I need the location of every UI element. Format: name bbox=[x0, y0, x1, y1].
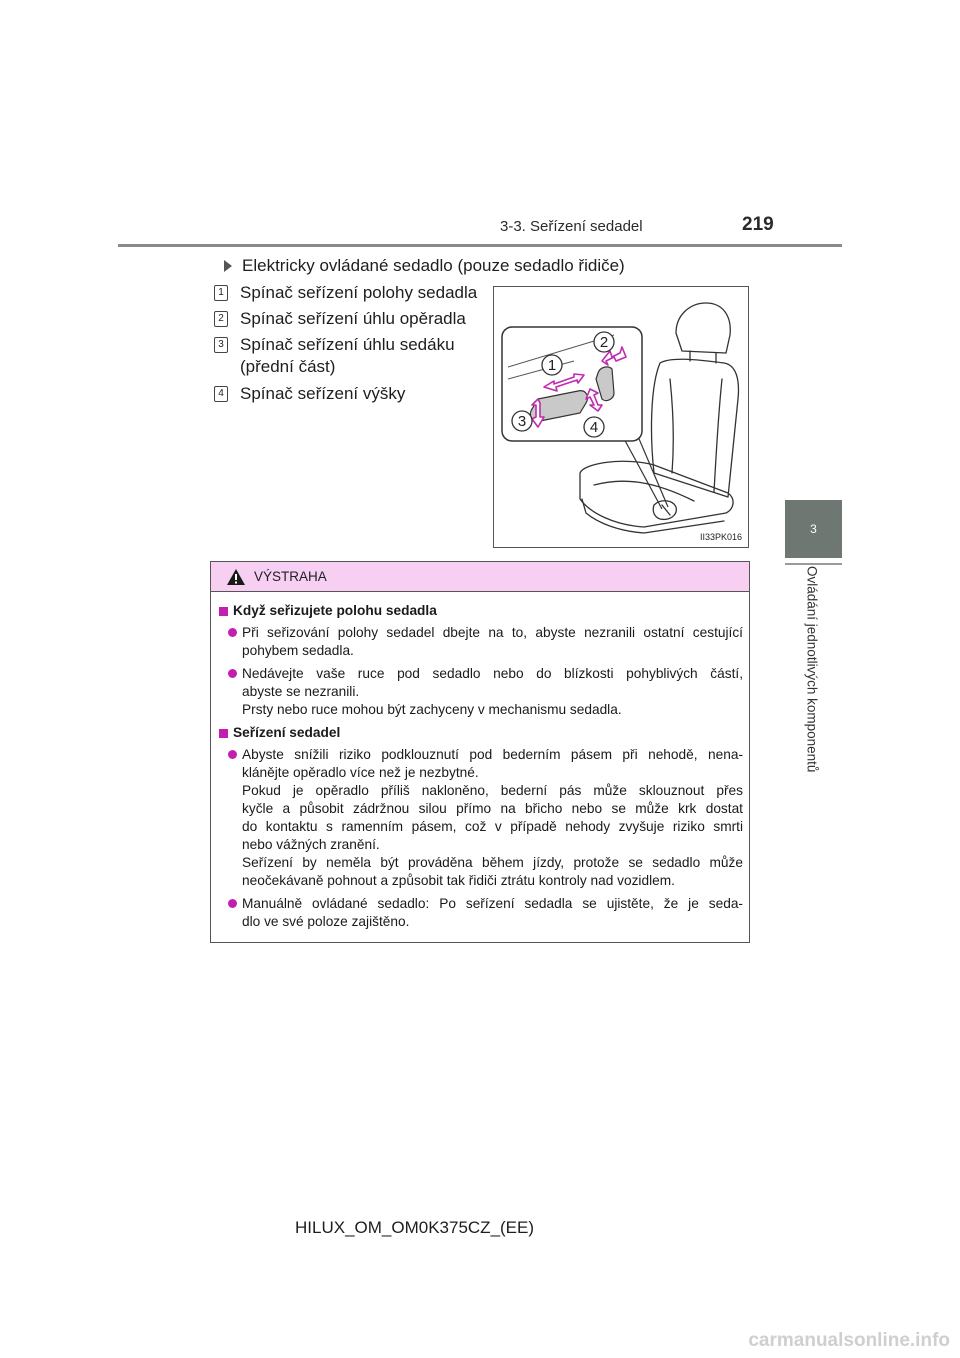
footer-model-code: HILUX_OM_OM0K375CZ_(EE) bbox=[295, 1218, 535, 1237]
warning-body bbox=[219, 602, 743, 936]
watermark: carmanualsonline.info bbox=[748, 1330, 950, 1351]
dot-bullet-icon bbox=[228, 669, 237, 678]
dot-bullet-icon bbox=[228, 899, 237, 908]
chapter-label-text: Ovládání jednotlivých komponentů bbox=[804, 566, 820, 773]
warning-title: VÝSTRAHA bbox=[254, 569, 327, 584]
list-item-text: Spínač seřízení výšky bbox=[240, 384, 406, 403]
list-item-text: Spínač seřízení polohy sedadla bbox=[240, 283, 478, 302]
warning-item: Nedávejte vaše ruce pod sedadlo nebo do blízkosti pohyblivých částí, abyste se nezranili. Prsty nebo ruce mohou být zachyceny v mechanismu sedadla. bbox=[219, 665, 743, 719]
header-section-title: 3-3. Seřízení sedadel bbox=[500, 218, 643, 235]
list-item bbox=[214, 334, 455, 378]
number-badge: 2 bbox=[214, 311, 228, 327]
callout-4: 4 bbox=[589, 419, 599, 436]
chapter-label bbox=[790, 566, 834, 818]
number-badge: 3 bbox=[214, 337, 228, 353]
warning-header bbox=[211, 562, 749, 592]
seat-drawing bbox=[494, 287, 748, 547]
triangle-bullet-icon bbox=[224, 260, 232, 272]
callout-1: 1 bbox=[547, 357, 557, 374]
list-item bbox=[214, 383, 405, 405]
warning-item: Abyste snížili riziko podklouznutí pod bederním pásem při nehodě, nena- klánějte opěradlo více než je nezbytné. Pokud je opěradlo příliš nakloněno, bederní pás může sklouznout přes kyčle a působit zádržnou silou přímo na břicho nebo se může krk dostat do kontaktu s ramenním pásem, což v případě nehody zvyšuje riziko smrti nebo vážných zranění. Seřízení by neměla být prováděna během jízdy, protože se sedadlo může neočekávaně pohnout a způsobit tak řidiči ztrátu kontroly nad vozidlem. bbox=[219, 746, 743, 890]
section-heading-text: Elektricky ovládané sedadlo (pouze sedadlo řidiče) bbox=[242, 256, 625, 275]
header-rule bbox=[118, 244, 842, 247]
square-bullet-icon bbox=[219, 607, 228, 616]
chapter-tab-rule bbox=[785, 563, 842, 565]
warning-item: Manuálně ovládané sedadlo: Po seřízení sedadla se ujistěte, že je seda- dlo ve své poloze zajištěno. bbox=[219, 895, 743, 931]
square-bullet-icon bbox=[219, 729, 228, 738]
warning-triangle-icon bbox=[226, 568, 246, 586]
list-item bbox=[214, 282, 477, 304]
list-item-text: Spínač seřízení úhlu opěradla bbox=[240, 309, 466, 328]
list-item-text: Spínač seřízení úhlu sedáku (přední část) bbox=[240, 335, 455, 376]
callout-3: 3 bbox=[517, 413, 527, 430]
dot-bullet-icon bbox=[228, 750, 237, 759]
chapter-number: 3 bbox=[810, 522, 817, 536]
page-number: 219 bbox=[742, 214, 774, 235]
dot-bullet-icon bbox=[228, 628, 237, 637]
number-badge: 1 bbox=[214, 285, 228, 301]
illustration-code: II33PK016 bbox=[699, 532, 742, 542]
callout-2: 2 bbox=[599, 334, 609, 351]
warning-item: Při seřizování polohy sedadel dbejte na to, abyste nezranili ostatní cestující pohybem sedadla. bbox=[219, 624, 743, 660]
number-badge: 4 bbox=[214, 386, 228, 402]
warning-subheading: Když seřizujete polohu sedadla bbox=[219, 602, 743, 620]
list-item bbox=[214, 308, 466, 330]
section-heading bbox=[224, 256, 625, 276]
warning-subheading: Seřízení sedadel bbox=[219, 724, 743, 742]
seat-illustration bbox=[493, 286, 749, 548]
chapter-tab bbox=[785, 500, 842, 558]
warning-box bbox=[210, 561, 750, 943]
